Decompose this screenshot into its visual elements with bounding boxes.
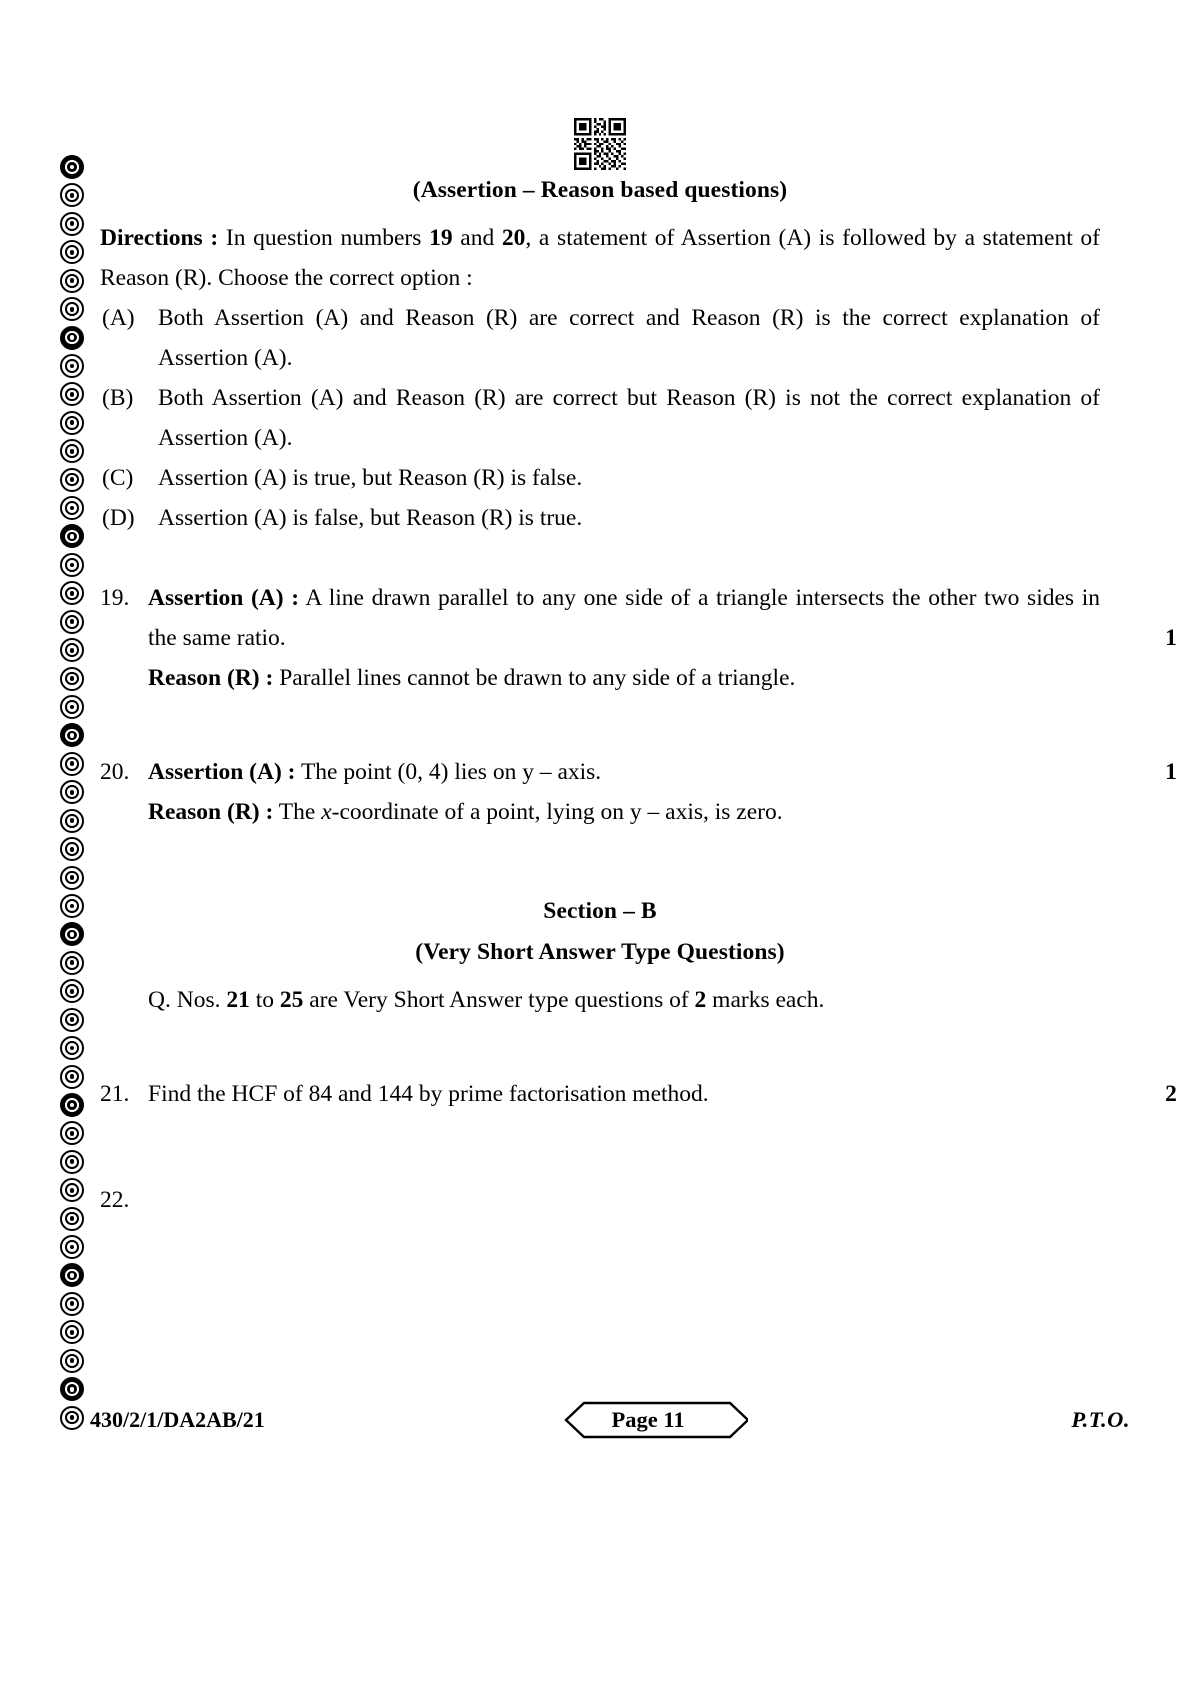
option-label-a: (A) bbox=[102, 305, 135, 331]
option-row-b bbox=[100, 378, 1100, 458]
page-binding-ornament-strip bbox=[55, 155, 89, 1430]
ornament-dot bbox=[60, 894, 84, 918]
option-label-d: (D) bbox=[102, 505, 135, 531]
ornament-dot bbox=[60, 155, 84, 179]
ornament-dot bbox=[60, 1150, 84, 1174]
question-21 bbox=[100, 1074, 1177, 1114]
option-label-b: (B) bbox=[102, 385, 134, 411]
section-b-title: Section – B bbox=[543, 898, 657, 924]
ornament-dot bbox=[60, 752, 84, 776]
directions-question-19: 19 bbox=[429, 225, 453, 251]
assertion-reason-heading: (Assertion – Reason based questions) bbox=[412, 177, 788, 203]
question-22 bbox=[100, 1180, 1100, 1220]
ornament-dot bbox=[60, 382, 84, 406]
ornament-dot bbox=[60, 212, 84, 236]
option-text-d: Assertion (A) is false, but Reason (R) is true. bbox=[158, 505, 583, 531]
question-21-text: Find the HCF of 84 and 144 by prime factorisation method. bbox=[148, 1081, 709, 1107]
ornament-dot bbox=[60, 1320, 84, 1344]
question-20-reason-text-post: -coordinate of a point, lying on y – axis, is zero. bbox=[331, 799, 783, 825]
question-19-reason-text: Parallel lines cannot be drawn to any side of a triangle. bbox=[273, 665, 796, 691]
section-b-subtitle: (Very Short Answer Type Questions) bbox=[415, 939, 785, 965]
ornament-dot bbox=[60, 866, 84, 890]
ornament-dot bbox=[60, 1036, 84, 1060]
option-label-c: (C) bbox=[102, 465, 134, 491]
ornament-dot bbox=[60, 1235, 84, 1259]
section-b-note-marks: 2 bbox=[694, 987, 707, 1013]
ornament-dot bbox=[60, 667, 84, 691]
directions-text-1: In question numbers bbox=[218, 225, 430, 251]
paper-code: 430/2/1/DA2AB/21 bbox=[90, 1407, 265, 1432]
ornament-dot bbox=[60, 638, 84, 662]
question-19-number: 19. bbox=[100, 585, 130, 611]
page-number-label: Page 11 bbox=[611, 1407, 685, 1432]
ornament-dot bbox=[60, 354, 84, 378]
question-20-number: 20. bbox=[100, 759, 130, 785]
ornament-dot bbox=[60, 581, 84, 605]
question-21-marks: 2 bbox=[1165, 1081, 1177, 1107]
ornament-dot bbox=[60, 951, 84, 975]
ornament-dot bbox=[60, 1349, 84, 1373]
question-21-number: 21. bbox=[100, 1081, 130, 1107]
ornament-dot bbox=[60, 837, 84, 861]
ornament-dot bbox=[60, 1093, 84, 1117]
question-20-reason-label: Reason (R) : bbox=[148, 799, 274, 825]
option-row-d bbox=[100, 498, 1100, 538]
ornament-dot bbox=[60, 979, 84, 1003]
section-b-note-pre: Q. Nos. bbox=[148, 987, 227, 1013]
directions-text-3: , a statement of Assertion (A) is followed by a statement of Reason (R). Choose the correct option : bbox=[100, 225, 1100, 291]
ornament-dot bbox=[60, 1263, 84, 1287]
ornament-dot bbox=[60, 553, 84, 577]
question-20-reason-text-pre: The bbox=[273, 799, 322, 825]
ornament-dot bbox=[60, 524, 84, 548]
directions-paragraph bbox=[100, 218, 1100, 298]
question-20-reason bbox=[148, 792, 1100, 832]
question-19-reason bbox=[148, 658, 1100, 698]
option-row-a bbox=[100, 298, 1100, 378]
ornament-dot bbox=[60, 723, 84, 747]
qr-code-icon bbox=[574, 115, 626, 173]
ornament-dot bbox=[60, 439, 84, 463]
section-b-note bbox=[100, 980, 1100, 1020]
section-b-note-post: marks each. bbox=[706, 987, 825, 1013]
ornament-dot bbox=[60, 1292, 84, 1316]
ornament-dot bbox=[60, 183, 84, 207]
ornament-dot bbox=[60, 1377, 84, 1401]
option-text-b: Both Assertion (A) and Reason (R) are correct but Reason (R) is not the correct explanation of Assertion (A). bbox=[158, 385, 1100, 451]
question-19-marks: 1 bbox=[1165, 625, 1177, 651]
ornament-dot bbox=[60, 326, 84, 350]
ornament-dot bbox=[60, 1207, 84, 1231]
option-text-a: Both Assertion (A) and Reason (R) are correct and Reason (R) is the correct explanation of Assertion (A). bbox=[158, 305, 1100, 371]
ornament-dot bbox=[60, 269, 84, 293]
ornament-dot bbox=[60, 297, 84, 321]
question-20-assertion-text: The point (0, 4) lies on y – axis. bbox=[295, 759, 602, 785]
ornament-dot bbox=[60, 1065, 84, 1089]
ornament-dot bbox=[60, 1178, 84, 1202]
question-19-assertion-label: Assertion (A) : bbox=[148, 585, 300, 611]
question-20-assertion-label: Assertion (A) : bbox=[148, 759, 296, 785]
directions-text-2: and bbox=[452, 225, 502, 251]
section-b-note-mid2: are Very Short Answer type questions of bbox=[303, 987, 695, 1013]
ornament-dot bbox=[60, 695, 84, 719]
question-20-assertion bbox=[148, 752, 1100, 792]
ornament-dot bbox=[60, 411, 84, 435]
ornament-dot bbox=[60, 1406, 84, 1430]
section-b-note-to: 25 bbox=[279, 987, 304, 1013]
question-19 bbox=[100, 578, 1177, 698]
page-number-banner bbox=[548, 1398, 748, 1442]
pto-label: P.T.O. bbox=[1071, 1407, 1130, 1432]
section-b-note-mid: to bbox=[249, 987, 280, 1013]
qr-code-wrapper bbox=[100, 115, 1100, 173]
question-19-reason-label: Reason (R) : bbox=[148, 665, 274, 691]
question-19-assertion bbox=[148, 578, 1100, 658]
ornament-dot bbox=[60, 922, 84, 946]
ornament-dot bbox=[60, 809, 84, 833]
ornament-dot bbox=[60, 240, 84, 264]
ornament-dot bbox=[60, 1121, 84, 1145]
directions-label: Directions : bbox=[100, 225, 219, 251]
directions-question-20: 20 bbox=[501, 225, 526, 251]
question-19-assertion-text: A line drawn parallel to any one side of a triangle intersects the other two sides in the same ratio. bbox=[148, 585, 1100, 651]
ornament-dot bbox=[60, 780, 84, 804]
question-20-reason-variable: x bbox=[321, 799, 332, 825]
ornament-dot bbox=[60, 496, 84, 520]
ornament-dot bbox=[60, 468, 84, 492]
option-row-c bbox=[100, 458, 1100, 498]
ornament-dot bbox=[60, 1008, 84, 1032]
question-20 bbox=[100, 752, 1177, 832]
question-20-marks: 1 bbox=[1165, 759, 1177, 785]
question-22-number: 22. bbox=[100, 1187, 130, 1213]
option-text-c: Assertion (A) is true, but Reason (R) is false. bbox=[158, 465, 583, 491]
page-footer bbox=[90, 1398, 1130, 1442]
section-b-note-from: 21 bbox=[226, 987, 250, 1013]
ornament-dot bbox=[60, 610, 84, 634]
page-content bbox=[100, 115, 1177, 1220]
